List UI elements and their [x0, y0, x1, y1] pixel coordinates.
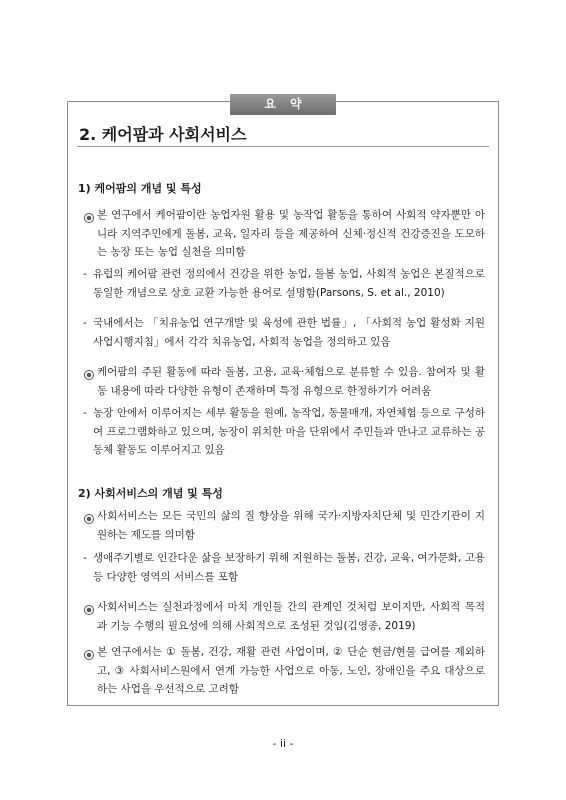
circle-bullet-icon — [84, 605, 94, 615]
bullet-paragraph: 사회서비스는 모든 국민의 삶의 질 향상을 위해 국가·지방자치단체 및 민간기관이 지원하는 제도를 의미함 — [97, 510, 485, 541]
subsection-heading-1: 1) 케어팜의 개념 및 특성 — [78, 182, 202, 195]
circle-bullet-icon — [84, 370, 94, 380]
page-number: - ii - — [272, 737, 294, 750]
subsection-heading-2: 2) 사회서비스의 개념 및 특성 — [78, 487, 223, 500]
dash-marker: - — [83, 407, 87, 419]
section-title: 2. 케어팜과 사회서비스 — [79, 125, 247, 144]
dash-paragraph: 유럽의 케어팜 관련 정의에서 건강을 위한 농업, 돌봄 농업, 사회적 농업은 본질적으로 동일한 개념으로 상호 교환 가능한 용어로 설명함(Parsons, S. et al., 2010) — [93, 268, 485, 299]
dash-marker: - — [83, 317, 87, 329]
bullet-paragraph: 본 연구에서 케어팜이란 농업자원 활용 및 농작업 활동을 통하여 사회적 약자뿐만 아니라 지역주민에게 돌봄, 교육, 일자리 등을 제공하여 신체·정신적 건강증진을 도모하는 농장 또는 농업 실천을 의미함 — [97, 209, 485, 258]
circle-bullet-icon — [84, 514, 94, 524]
circle-bullet-icon — [84, 213, 94, 223]
dash-paragraph: 국내에서는 「치유농업 연구개발 및 육성에 관한 법률」, 「사회적 농업 활성화 지원 사업시행지침」에서 각각 치유농업, 사회적 농업을 정의하고 있음 — [93, 317, 485, 348]
dash-marker: - — [83, 268, 87, 280]
bullet-paragraph: 케어팜의 주된 활동에 따라 돌봄, 고용, 교육·체험으로 분류할 수 있음. 참여자 및 활동 내용에 따라 다양한 유형이 존재하며 특정 유형으로 한정하기가 어려움 — [97, 366, 485, 397]
dash-marker: - — [83, 552, 87, 564]
bullet-paragraph: 사회서비스는 실천과정에서 마치 개인들 간의 관계인 것처럼 보이지만, 사회적 목적과 기능 수행의 필요성에 의해 사회적으로 조성된 것임(김영종, 2019) — [97, 601, 485, 632]
title-divider — [77, 146, 489, 147]
dash-paragraph: 생애주기별로 인간다운 삶을 보장하기 위해 지원하는 돌봄, 건강, 교육, 여가문화, 고용 등 다양한 영역의 서비스를 포함 — [93, 552, 485, 583]
summary-tab: 요약 — [230, 94, 336, 115]
circle-bullet-icon — [84, 650, 94, 660]
bullet-paragraph: 본 연구에서는 ① 돌봄, 건강, 재활 관련 사업이며, ② 단순 현금/현물 급여를 제외하고, ③ 사회서비스원에서 연계 가능한 사업으로 아동, 노인, 장애인을 주요 대상으로 하는 사업을 우선적으로 고려함 — [97, 646, 485, 695]
dash-paragraph: 농장 안에서 이루어지는 세부 활동을 원예, 농작업, 동물매개, 자연체험 등으로 구성하여 프로그램화하고 있으며, 농장이 위치한 마을 단위에서 주민들과 만나고 교류하는 공동체 활동도 이루어지고 있음 — [93, 407, 485, 456]
